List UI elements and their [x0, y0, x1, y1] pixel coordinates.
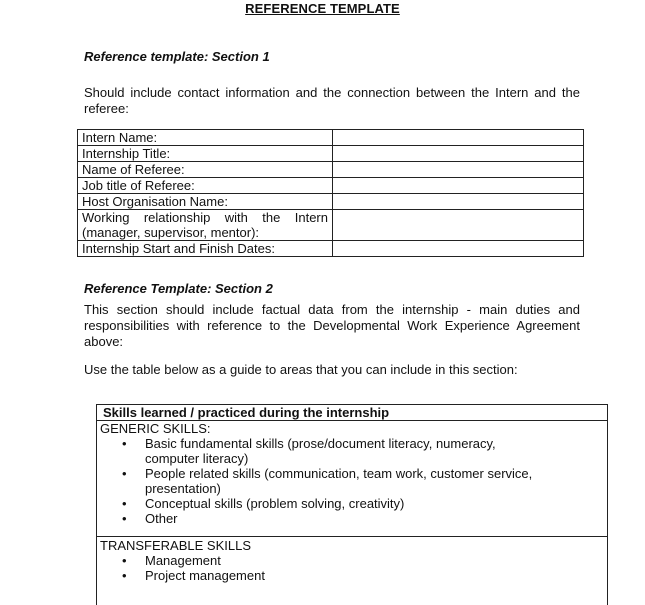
list-item — [100, 511, 607, 526]
list-item — [100, 466, 607, 496]
section-1-heading: Reference template: Section 1 — [84, 49, 270, 64]
row-value-host-organisation[interactable] — [333, 194, 584, 210]
list-item-text: Project management — [145, 568, 265, 583]
generic-skills-list — [100, 436, 607, 526]
table-row — [78, 146, 584, 162]
row-value-intern-name[interactable] — [333, 130, 584, 146]
section-2-heading: Reference Template: Section 2 — [84, 281, 273, 296]
table-row — [78, 210, 584, 241]
list-item-text: Management — [145, 553, 221, 568]
bullet-icon: • — [122, 568, 127, 583]
list-item — [100, 553, 607, 568]
row-value-referee-job-title[interactable] — [333, 178, 584, 194]
generic-skills-group — [97, 421, 607, 537]
table-row — [78, 194, 584, 210]
bullet-icon: • — [122, 436, 127, 451]
bullet-icon: • — [122, 496, 127, 511]
row-value-internship-dates[interactable] — [333, 241, 584, 257]
row-value-working-relationship[interactable] — [333, 210, 584, 241]
row-label-working-relationship: Working relationship with the Intern (manager, supervisor, mentor): — [78, 210, 333, 241]
document-title: REFERENCE TEMPLATE — [245, 1, 400, 16]
transferable-skills-group — [97, 537, 607, 583]
list-item — [100, 568, 607, 583]
table-row — [78, 130, 584, 146]
generic-skills-title: GENERIC SKILLS: — [100, 421, 211, 436]
row-label-intern-name: Intern Name: — [78, 130, 333, 146]
table-row — [78, 241, 584, 257]
row-label-referee-job-title: Job title of Referee: — [78, 178, 333, 194]
section-1-intro: Should include contact information and the connection between the Intern and the referee: — [84, 85, 580, 116]
row-label-internship-title: Internship Title: — [78, 146, 333, 162]
section-2-intro: This section should include factual data from the internship - main duties and responsibilities with reference to the Developmental Work Experience Agreement above: — [84, 302, 580, 349]
row-label-referee-name: Name of Referee: — [78, 162, 333, 178]
referee-details-table — [77, 129, 584, 257]
row-value-internship-title[interactable] — [333, 146, 584, 162]
skills-table — [96, 404, 608, 605]
section-2-guide: Use the table below as a guide to areas that you can include in this section: — [84, 362, 518, 377]
table-row — [78, 162, 584, 178]
bullet-icon: • — [122, 466, 127, 481]
transferable-skills-title: TRANSFERABLE SKILLS — [100, 538, 251, 553]
bullet-icon: • — [122, 511, 127, 526]
table-row — [78, 178, 584, 194]
list-item-text: Conceptual skills (problem solving, creativity) — [145, 496, 405, 511]
row-label-internship-dates: Internship Start and Finish Dates: — [78, 241, 333, 257]
list-item-text: People related skills (communication, team work, customer service, presentation) — [145, 466, 533, 496]
bullet-icon: • — [122, 553, 127, 568]
list-item-text: Basic fundamental skills (prose/document literacy, numeracy, computer literacy) — [145, 436, 496, 466]
list-item-text: Other — [145, 511, 178, 526]
list-item — [100, 436, 607, 466]
row-value-referee-name[interactable] — [333, 162, 584, 178]
transferable-skills-list — [100, 553, 607, 583]
skills-table-header: Skills learned / practiced during the internship — [97, 405, 607, 421]
list-item — [100, 496, 607, 511]
row-label-host-organisation: Host Organisation Name: — [78, 194, 333, 210]
